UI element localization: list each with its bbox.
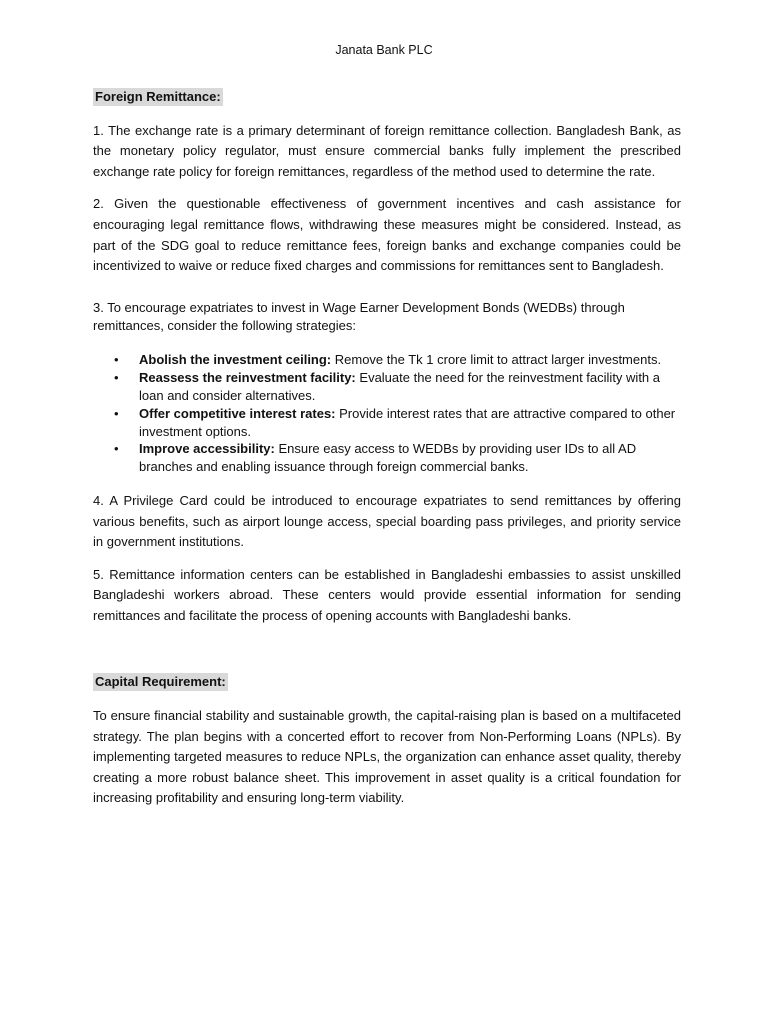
- bullet-icon: •: [114, 352, 119, 368]
- section-heading-foreign-remittance: Foreign Remittance:: [95, 89, 221, 104]
- list-item-text: Evaluate the need for the reinvestment facility with a loan and consider alternatives.: [139, 370, 660, 403]
- paragraph-capital: To ensure financial stability and sustainable growth, the capital-raising plan is based on a multifaceted strategy. The plan begins with a concerted effort to recover from Non-Performing Loans (NPLs). By implementing targeted measures to reduce NPLs, the organization can enhance asset quality, thereby creating a more robust balance sheet. This improvement in asset quality is a critical foundation for increasing profitability and ensuring long-term viability.: [93, 708, 681, 806]
- bullet-icon: •: [114, 441, 119, 457]
- strategy-list: [93, 351, 681, 476]
- bullet-icon: •: [114, 405, 119, 421]
- paragraph-2: 2. Given the questionable effectiveness of government incentives and cash assistance for encouraging legal remittance flows, withdrawing these measures might be considered. Instead, as part of the SDG goal to reduce remittance fees, foreign banks and exchange companies could be incentivized to waive or reduce fixed charges and commissions for remittances sent to Bangladesh.: [93, 196, 681, 274]
- list-item-text: Provide interest rates that are attractive compared to other investment options.: [139, 405, 676, 439]
- list-item-title: Reassess the reinvestment facility:: [139, 370, 356, 386]
- paragraph-5: 5. Remittance information centers can be established in Bangladeshi embassies to assist unskilled Bangladeshi workers abroad. These centers would provide essential information for sending remittances and facilitate the process of opening accounts with Bangladeshi banks.: [93, 566, 681, 623]
- document-body: [93, 87, 681, 809]
- list-item-title: Offer competitive interest rates:: [139, 405, 336, 421]
- paragraph-3: 3. To encourage expatriates to invest in Wage Earner Development Bonds (WEDBs) through remittances, consider the following strategies:: [93, 299, 625, 333]
- list-item-title: Improve accessibility:: [139, 441, 275, 457]
- list-item: [93, 405, 681, 441]
- list-item: [93, 351, 681, 369]
- page-header: Janata Bank PLC: [335, 43, 433, 57]
- list-item: [93, 440, 681, 476]
- bullet-icon: •: [114, 370, 119, 386]
- list-item-text: Remove the Tk 1 crore limit to attract larger investments.: [331, 352, 662, 368]
- list-item-text: Ensure easy access to WEDBs by providing user IDs to all AD branches and enabling issuance through foreign commercial banks.: [139, 441, 637, 475]
- paragraph-1: 1. The exchange rate is a primary determinant of foreign remittance collection. Bangladesh Bank, as the monetary policy regulator, must ensure commercial banks fully implement the prescribed exchange rate policy for foreign remittances, regardless of the method used to determine the rate.: [93, 122, 681, 179]
- list-item-title: Abolish the investment ceiling:: [139, 352, 332, 368]
- list-item: [93, 369, 681, 405]
- paragraph-4: 4. A Privilege Card could be introduced to encourage expatriates to send remittances by offering various benefits, such as airport lounge access, special boarding pass privileges, and priority service in government institutions.: [93, 492, 681, 550]
- section-heading-capital-requirement: Capital Requirement:: [95, 674, 226, 690]
